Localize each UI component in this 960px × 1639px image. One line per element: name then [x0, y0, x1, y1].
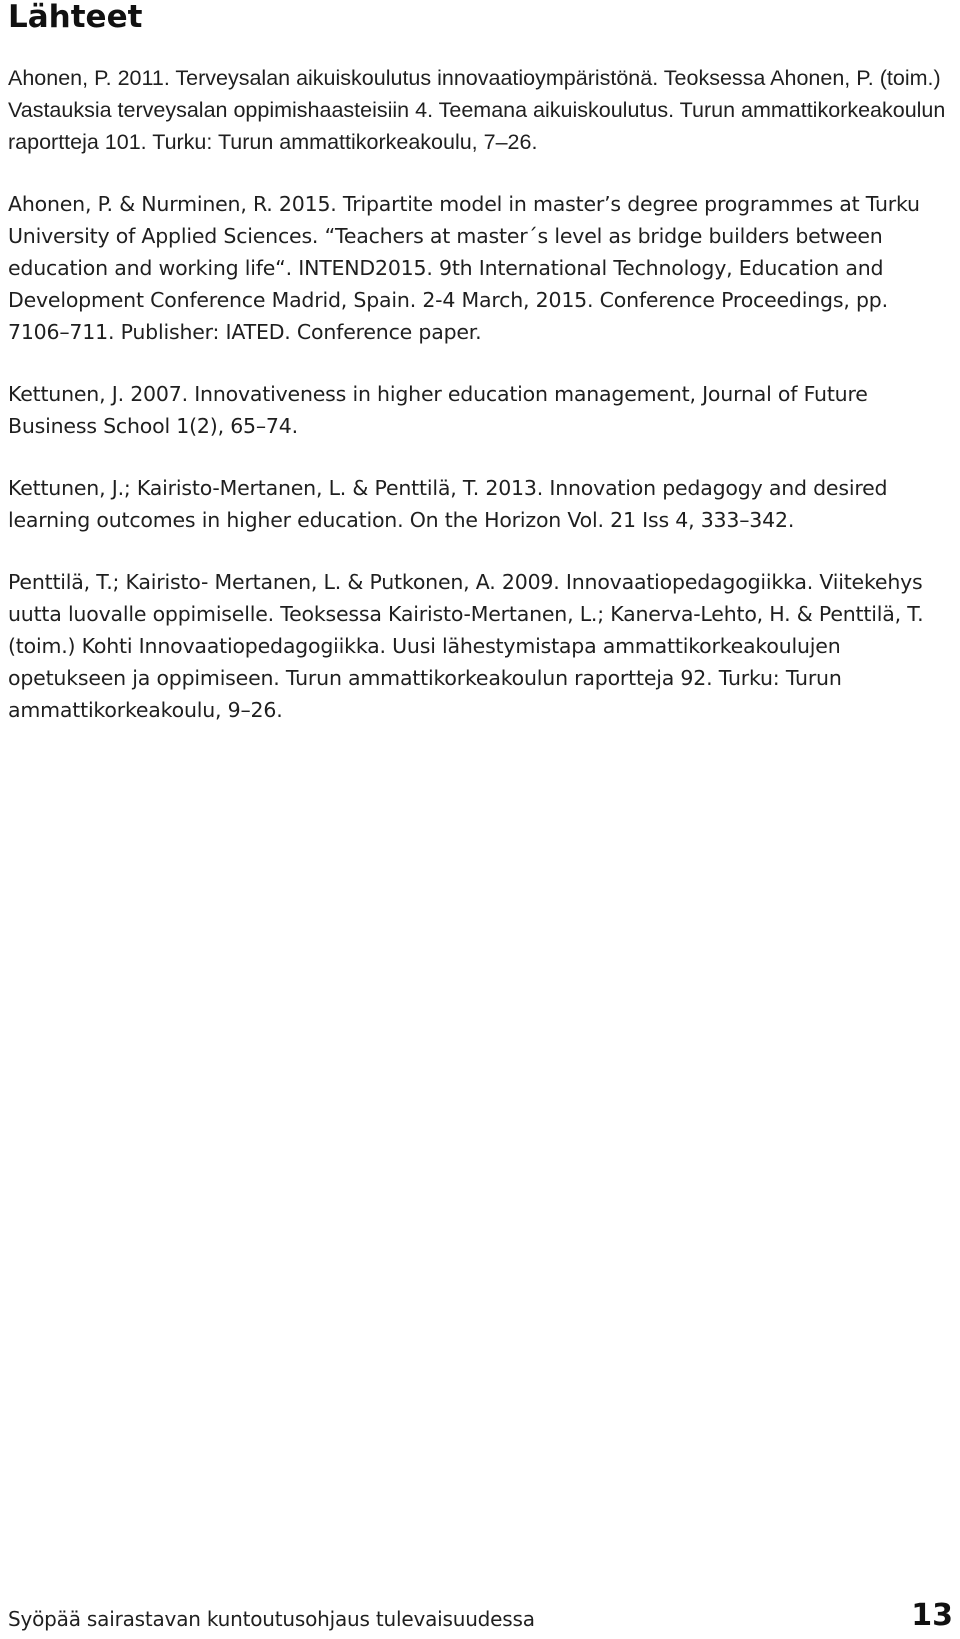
- reference-entry: Kettunen, J. 2007. Innovativeness in higher education management, Journal of Future Business School 1(2), 65–74.: [8, 382, 868, 438]
- page-title: Lähteet: [8, 0, 143, 35]
- reference-entry: Ahonen, P. & Nurminen, R. 2015. Tripartite model in master’s degree programmes at Turku University of Applied Sciences. “Teachers at master´s level as bridge builders between education and working life“. INTEND2015. 9th International Technology, Education and Development Conference Madrid, Spain. 2-4 March, 2015. Conference Proceedings, pp. 7106–711. Publisher: IATED. Conference paper.: [8, 192, 920, 344]
- page-number: 13: [911, 1598, 953, 1633]
- reference-list: [8, 62, 953, 756]
- reference-entry: Penttilä, T.; Kairisto- Mertanen, L. & Putkonen, A. 2009. Innovaatiopedagogiikka. Viitekehys uutta luovalle oppimiselle. Teoksessa Kairisto-Mertanen, L.; Kanerva-Lehto, H. & Penttilä, T. (toim.) Kohti Innovaatiopedagogiikka. Uusi lähestymistapa ammattikorkeakoulujen opetukseen ja oppimiseen. Turun ammattikorkeakoulun raportteja 92. Turku: Turun ammattikorkeakoulu, 9–26.: [8, 570, 924, 722]
- reference-entry: Kettunen, J.; Kairisto-Mertanen, L. & Penttilä, T. 2013. Innovation pedagogy and desired learning outcomes in higher education. On the Horizon Vol. 21 Iss 4, 333–342.: [8, 476, 888, 532]
- reference-entry: Ahonen, P. 2011. Terveysalan aikuiskoulutus innovaatioympäristönä. Teoksessa Ahonen, P. (toim.) Vastauksia terveysalan oppimishaasteisiin 4. Teemana aikuiskoulutus. Turun ammattikorkeakoulun raportteja 101. Turku: Turun ammattikorkeakoulu, 7–26.: [8, 66, 946, 154]
- footer-publication-title: Syöpää sairastavan kuntoutusohjaus tulevaisuudessa: [8, 1607, 535, 1631]
